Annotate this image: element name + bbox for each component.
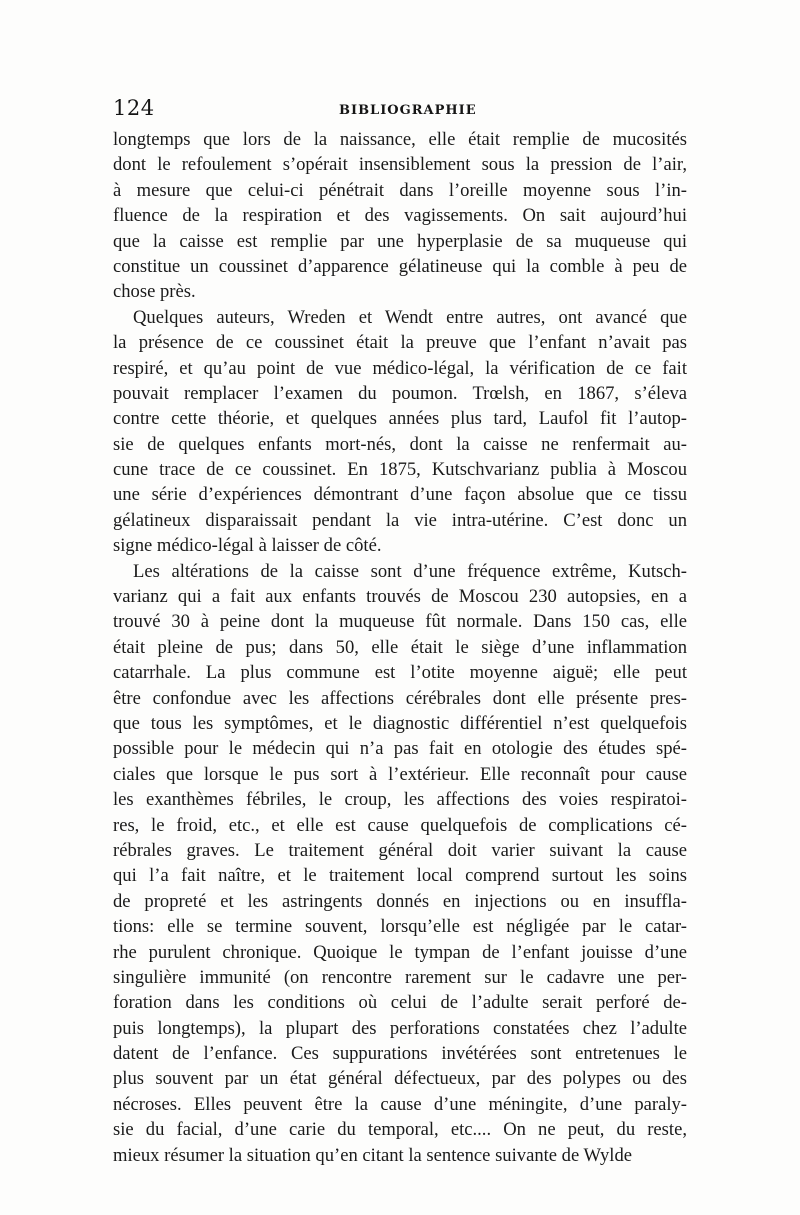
- text-line: que tous les symptômes, et le diagnostic différentiel n’est quelquefois: [113, 712, 687, 734]
- text-line: qui l’a fait naître, et le traitement local comprend surtout les soins: [113, 865, 687, 887]
- text-line: puis longtemps), la plupart des perforations constatées chez l’adulte: [113, 1017, 687, 1039]
- text-line: la présence de ce coussinet était la preuve que l’enfant n’avait pas: [113, 332, 687, 354]
- text-line: rhe purulent chronique. Quoique le tympan de l’enfant jouisse d’une: [113, 941, 687, 963]
- text-line: dont le refoulement s’opérait insensiblement sous la pression de l’air,: [113, 154, 687, 176]
- text-line: à mesure que celui-ci pénétrait dans l’oreille moyenne sous l’in-: [113, 179, 687, 201]
- text-line: était pleine de pus; dans 50, elle était le siège d’une inflammation: [113, 636, 687, 658]
- text-line: contre cette théorie, et quelques années plus tard, Laufol fit l’autop-: [113, 408, 687, 430]
- text-line: signe médico-légal à laisser de côté.: [113, 535, 382, 557]
- text-line: gélatineux disparaissait pendant la vie intra-utérine. C’est donc un: [113, 509, 687, 531]
- text-line: res, le froid, etc., et elle est cause quelquefois de complications cé-: [113, 814, 687, 836]
- text-line: Les altérations de la caisse sont d’une fréquence extrême, Kutsch-: [133, 560, 687, 582]
- text-line: tions: elle se termine souvent, lorsqu’elle est négligée par le catar-: [113, 916, 687, 938]
- text-line: que la caisse est remplie par une hyperplasie de sa muqueuse qui: [113, 230, 687, 252]
- text-line: ciales que lorsque le pus sort à l’extérieur. Elle reconnaît pour cause: [113, 763, 687, 785]
- page-header: [113, 96, 687, 126]
- paragraph: [113, 305, 687, 559]
- text-line: singulière immunité (on rencontre rarement sur le cadavre une per-: [113, 966, 687, 988]
- text-line: les exanthèmes fébriles, le croup, les affections des voies respiratoi-: [113, 789, 687, 811]
- text-line: plus souvent par un état général défectueux, par des polypes ou des: [113, 1068, 687, 1090]
- body-text: [113, 127, 687, 1168]
- text-line: foration dans les conditions où celui de l’adulte serait perforé de-: [113, 992, 687, 1014]
- text-line: varianz qui a fait aux enfants trouvés de Moscou 230 autopsies, en a: [113, 586, 687, 608]
- text-line: cune trace de ce coussinet. En 1875, Kutschvarianz publia à Moscou: [113, 459, 687, 481]
- running-head: BIBLIOGRAPHIE: [339, 103, 477, 118]
- text-line: fluence de la respiration et des vagissements. On sait aujourd’hui: [113, 205, 687, 227]
- paragraph: [113, 127, 687, 305]
- text-line: catarrhale. La plus commune est l’otite moyenne aiguë; elle peut: [113, 662, 687, 684]
- text-line: sie de quelques enfants mort-nés, dont la caisse ne renfermait au-: [113, 433, 687, 455]
- text-line: sie du facial, d’une carie du temporal, etc.... On ne peut, du reste,: [113, 1119, 687, 1141]
- text-line: pouvait remplacer l’examen du poumon. Trœlsh, en 1867, s’éleva: [113, 382, 687, 404]
- text-line: datent de l’enfance. Ces suppurations invétérées sont entretenues le: [113, 1043, 687, 1065]
- text-line: mieux résumer la situation qu’en citant la sentence suivante de Wylde: [113, 1144, 632, 1166]
- text-line: une série d’expériences démontrant d’une façon absolue que ce tissu: [113, 484, 687, 506]
- text-line: possible pour le médecin qui n’a pas fait en otologie des études spé-: [113, 738, 687, 760]
- text-line: longtemps que lors de la naissance, elle était remplie de mucosités: [113, 129, 687, 150]
- text-line: Quelques auteurs, Wreden et Wendt entre autres, ont avancé que: [133, 306, 687, 328]
- paragraph: [113, 559, 687, 1168]
- text-line: constitue un coussinet d’apparence gélatineuse qui la comble à peu de: [113, 255, 687, 277]
- text-line: chose près.: [113, 281, 196, 303]
- text-line: de propreté et les astringents donnés en injections ou en insuffla-: [113, 890, 687, 912]
- text-line: nécroses. Elles peuvent être la cause d’une méningite, d’une paraly-: [113, 1093, 687, 1115]
- text-line: trouvé 30 à peine dont la muqueuse fût normale. Dans 150 cas, elle: [113, 611, 687, 633]
- text-line: respiré, et qu’au point de vue médico-légal, la vérification de ce fait: [113, 357, 687, 379]
- text-line: être confondue avec les affections cérébrales dont elle présente pres-: [113, 687, 687, 709]
- text-line: rébrales graves. Le traitement général doit varier suivant la cause: [113, 839, 687, 861]
- page-number: 124: [113, 96, 155, 120]
